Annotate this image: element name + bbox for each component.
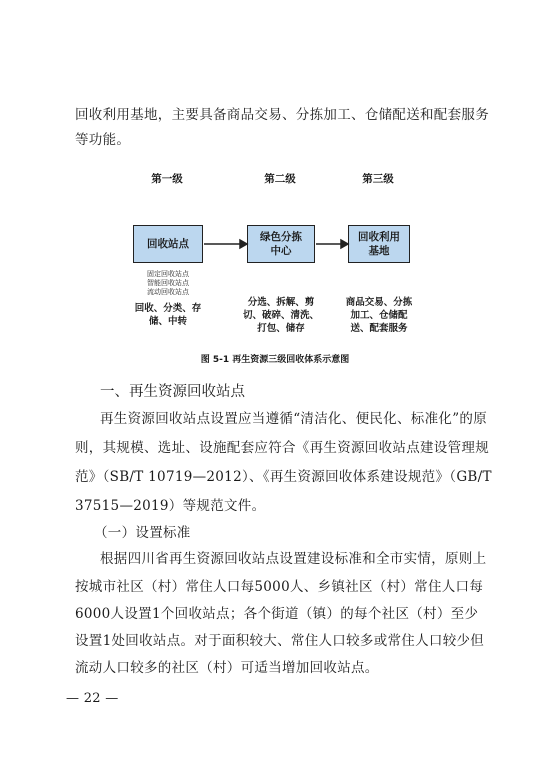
paragraph-line: 回收利用基地，主要具备商品交易、分拣加工、仓储配送和配套服务 (75, 107, 489, 123)
function-line: 商品交易、分拣 (345, 297, 413, 308)
function-line: 储、中转 (148, 316, 187, 327)
arrow-1 (204, 240, 247, 248)
function-line: 加工、仓储配 (350, 310, 408, 321)
level-label-1: 第一级 (151, 173, 183, 185)
level-label-3: 第三级 (362, 173, 394, 185)
function-line: 回收、分类、存 (134, 303, 202, 314)
paragraph-line: 则，其规模、选址、设施配套应符合《再生资源回收站点建设管理规 (75, 440, 489, 456)
box-label-line1: 回收利用 (358, 231, 400, 243)
box-label: 回收站点 (147, 238, 189, 250)
paragraph-line: 再生资源回收站点设置应当遵循“清洁化、便民化、标准化”的原 (100, 411, 488, 427)
paragraph-line: 根据四川省再生资源回收站点设置建设标准和全市实情，原则上 (100, 551, 487, 567)
station-type: 流动回收站点 (147, 288, 189, 296)
paragraph-line: 等功能。 (75, 132, 131, 148)
station-type-list (123, 270, 213, 297)
paragraph-line: 按城市社区（村）常住人口每5000人、乡镇社区（村）常住人口每 (75, 579, 484, 595)
paragraph-line: 流动人口较多的社区（村）可适当增加回收站点。 (75, 660, 379, 676)
page-number: — 22 — (66, 691, 119, 706)
function-line: 分选、拆解、剪 (247, 297, 315, 308)
station-type: 智能回收站点 (147, 279, 189, 287)
level3-functions (328, 296, 430, 335)
figure-caption: 图 5-1 再生资源三级回收体系示意图 (200, 355, 350, 365)
paragraph-line: 设置1处回收站点。对于面积较大、常住人口较多或常住人口较少但 (75, 633, 485, 649)
function-line: 切、破碎、清洗、 (242, 310, 319, 321)
paragraph-line: 6000人设置1个回收站点；各个街道（镇）的每个社区（村）至少 (75, 606, 479, 622)
arrow-2 (316, 240, 348, 248)
station-type: 固定回收站点 (147, 270, 189, 278)
box-label-line2: 基地 (368, 245, 390, 257)
function-line: 打包、储存 (257, 323, 305, 334)
level-label-2: 第二级 (264, 173, 296, 185)
subheading: （一）设置标准 (94, 525, 191, 541)
section-heading: 一、再生资源回收站点 (100, 384, 245, 400)
level1-functions (118, 302, 218, 328)
box-label-line1: 绿色分拣 (260, 231, 302, 243)
level2-functions (228, 296, 334, 335)
function-line: 送、配套服务 (350, 323, 408, 334)
box-label-line2: 中心 (270, 245, 292, 257)
paragraph-line: 范》（SB/T 10719—2012）、《再生资源回收体系建设规范》（GB/T (75, 469, 492, 485)
paragraph-line: 37515—2019）等规范文件。 (75, 498, 266, 514)
